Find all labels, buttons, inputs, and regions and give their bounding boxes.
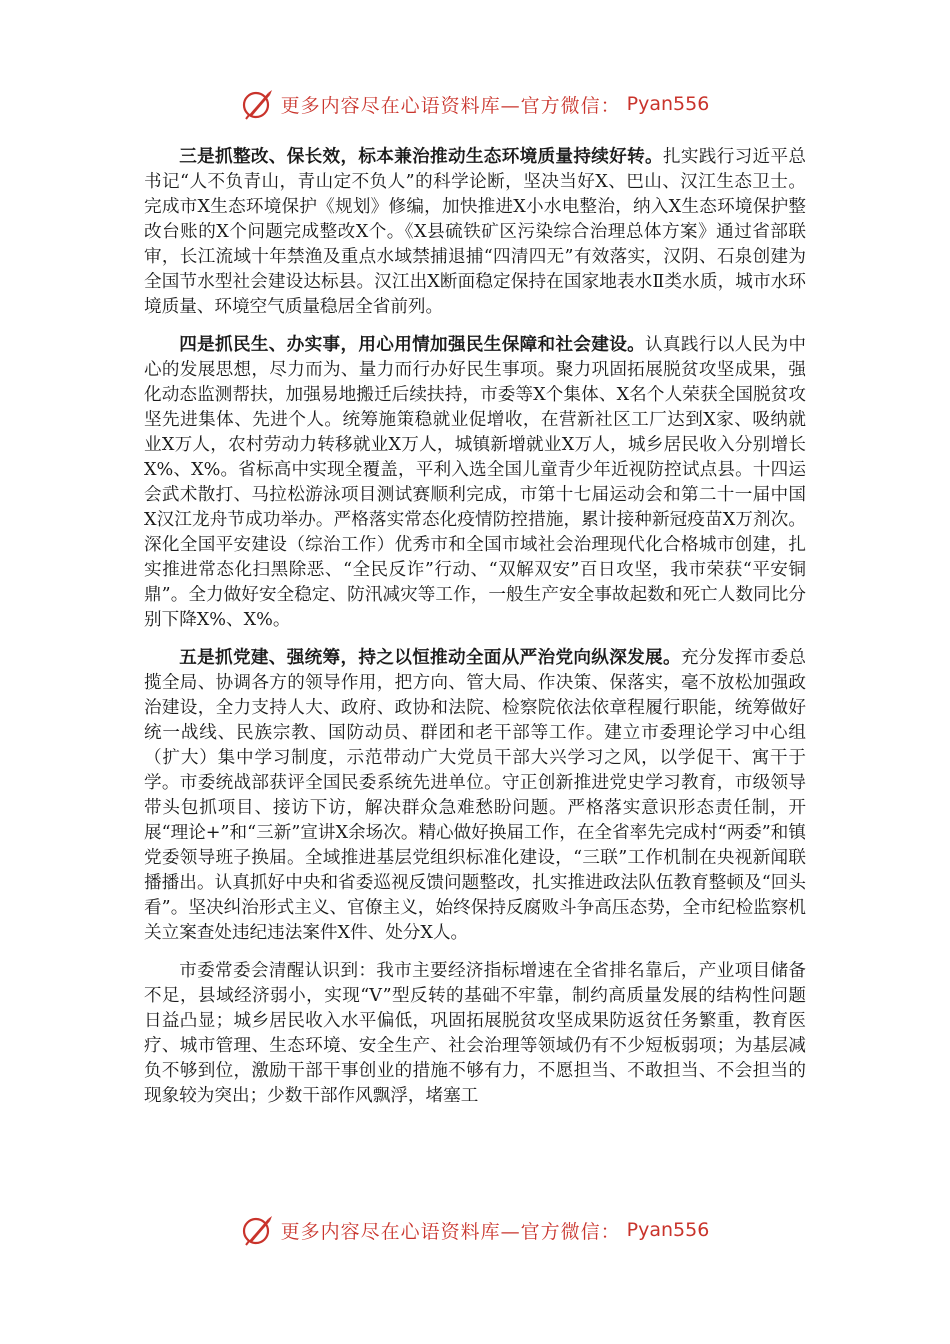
paragraph-rectification — [144, 144, 806, 320]
paragraph-lead: 四是抓民生、办实事，用心用情加强民生保障和社会建设。 — [179, 334, 646, 355]
quill-logo-icon — [241, 1213, 275, 1247]
paragraph-lead: 五是抓党建、强统筹，持之以恒推动全面从严治党向纵深发展。 — [179, 647, 681, 668]
document-body — [144, 144, 806, 1121]
paragraph-text: 认真践行以人民为中心的发展思想，尽力而为、量力而行办好民生事项。聚力巩固拓展脱贫攻坚成果，强化动态监测帮扶，加强易地搬迁后续扶持，市委等X个集体、X名个人荣获全国脱贫攻坚先进集体、先进个人。统筹施策稳就业促增收，在营新社区工厂达到X家、吸纳就业X万人，农村劳动力转移就业X万人，城镇新增就业X万人，城乡居民收入分别增长X%、X%。省标高中实现全覆盖，平利入选全国儿童青少年近视防控试点县。十四运会武术散打、马拉松游泳项目测试赛顺利完成，市第十七届运动会和第二十一届中国X汉江龙舟节成功举办。严格落实常态化疫情防控措施，累计接种新冠疫苗X万剂次。深化全国平安建设（综治工作）优秀市和全国市域社会治理现代化合格城市创建，扎实推进常态化扫黑除恶、“全民反诈”行动、“双解双安”百日攻坚，我市荣获“平安铜鼎”。全力做好安全稳定、防汛减灾等工作，一般生产安全事故起数和死亡人数同比分别下降X%、X%。 — [144, 335, 806, 630]
footer-watermark-banner — [0, 1210, 950, 1250]
banner-text: 更多内容尽在心语资料库—官方微信： — [280, 1220, 621, 1243]
header-watermark-banner — [0, 84, 950, 124]
paragraph-text: 市委常委会清醒认识到：我市主要经济指标增速在全省排名靠后，产业项目储备不足，县域经济弱小，实现“V”型反转的基础不牢靠，制约高质量发展的结构性问题日益凸显；城乡居民收入水平偏低，巩固拓展脱贫攻坚成果防返贫任务繁重，教育医疗、城市管理、生态环境、安全生产、社会治理等领域仍有不少短板弱项；为基层减负不够到位，激励干部干事创业的措施不够有力，不愿担当、不敢担当、不会担当的现象较为突出；少数干部作风飘浮，堵塞工 — [144, 961, 806, 1106]
quill-logo-icon — [241, 87, 275, 121]
paragraph-livelihood — [144, 332, 806, 633]
banner-handle: Pyan556 — [626, 93, 710, 115]
paragraph-text: 充分发挥市委总揽全局、协调各方的领导作用，把方向、管大局、作决策、保落实，毫不放松加强政治建设，全力支持人大、政府、政协和法院、检察院依法依章程履行职能，统筹做好统一战线、民族宗教、国防动员、群团和老干部等工作。建立市委理论学习中心组（扩大）集中学习制度，示范带动广大党员干部大兴学习之风，以学促干、寓干于学。市委统战部获评全国民委系统先进单位。守正创新推进党史学习教育，市级领导带头包抓项目、接访下访，解决群众急难愁盼问题。严格落实意识形态责任制，开展“理论+”和“三新”宣讲X余场次。精心做好换届工作，在全省率先完成村“两委”和镇党委领导班子换届。全域推进基层党组织标准化建设，“三联”工作机制在央视新闻联播播出。认真抓好中央和省委巡视反馈问题整改，扎实推进政法队伍教育整顿及“回头看”。坚决纠治形式主义、官僚主义，始终保持反腐败斗争高压态势，全市纪检监察机关立案查处违纪违法案件X件、处分X人。 — [144, 648, 806, 943]
paragraph-party-building — [144, 645, 806, 946]
paragraph-shortcomings — [144, 958, 806, 1109]
paragraph-lead: 三是抓整改、保长效，标本兼治推动生态环境质量持续好转。 — [179, 146, 663, 167]
banner-text: 更多内容尽在心语资料库—官方微信： — [280, 94, 621, 117]
banner-handle: Pyan556 — [626, 1219, 710, 1241]
paragraph-text: 扎实践行习近平总书记“人不负青山，青山定不负人”的科学论断，坚决当好X、巴山、汉江生态卫士。完成市X生态环境保护《规划》修编，加快推进X小水电整治，纳入X生态环境保护整改台账的X个问题完成整改X个。《X县硫铁矿区污染综合治理总体方案》通过省部联审，长江流域十年禁渔及重点水域禁捕退捕“四清四无”有效落实，汉阴、石泉创建为全国节水型社会建设达标县。汉江出X断面稳定保持在国家地表水Ⅱ类水质，城市水环境质量、环境空气质量稳居全省前列。 — [144, 147, 806, 317]
